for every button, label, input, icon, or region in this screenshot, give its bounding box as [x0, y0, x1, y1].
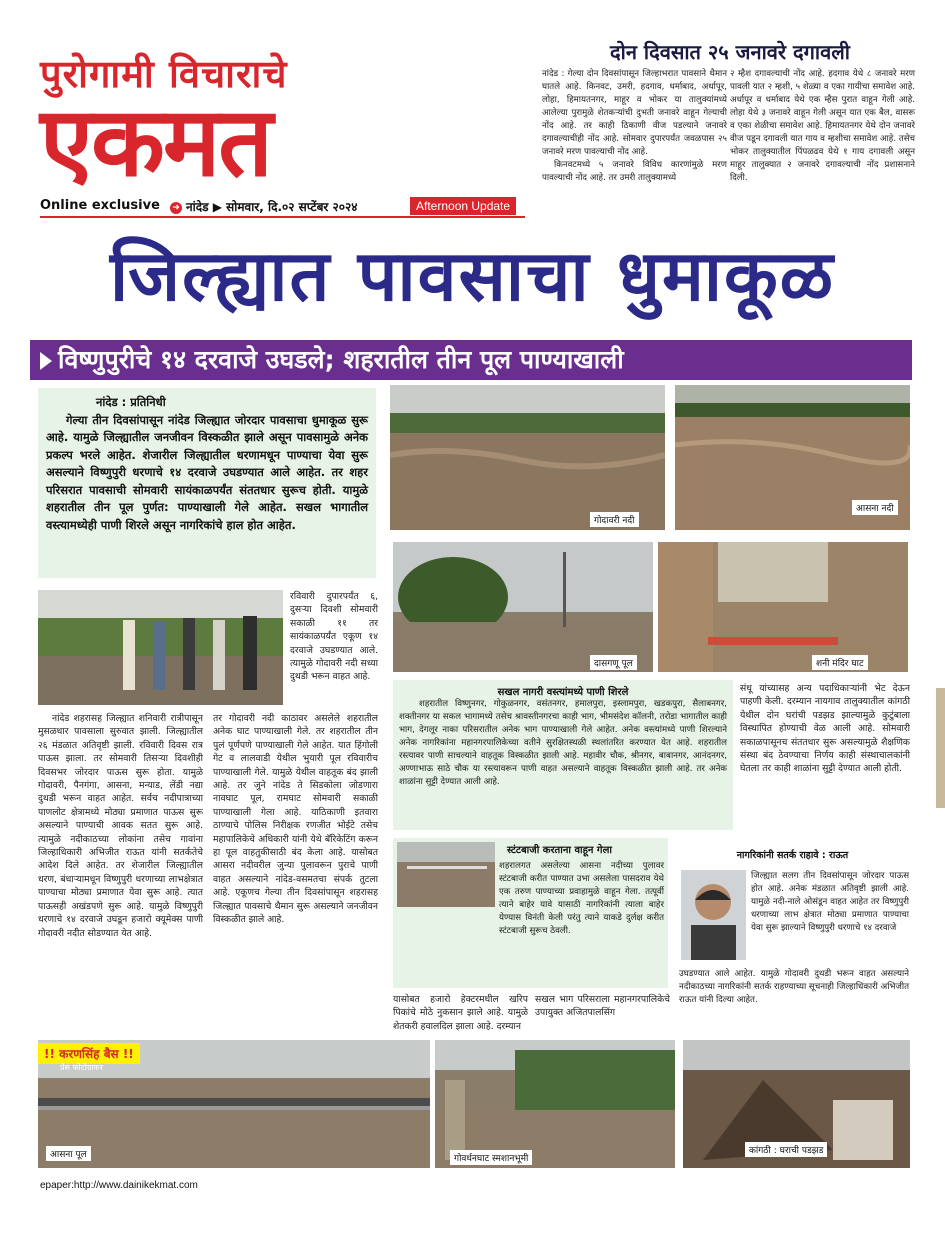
caption-godavari: गोदावरी नदी: [590, 512, 639, 527]
caption-govardhan: गोवर्धनघाट स्मशानभूमी: [450, 1150, 532, 1165]
side-story-title: दोन दिवसात २५ जनावरे दगावली: [610, 40, 850, 64]
main-headline: जिल्ह्यात पावसाचा धुमाकूळ: [110, 235, 835, 317]
masthead-tagline: पुरोगामी विचाराचे: [40, 52, 288, 96]
side-story-col-1: [542, 68, 727, 185]
photo-shani-mandir-ghat: [658, 542, 908, 672]
online-exclusive-label: Online exclusive: [40, 198, 160, 213]
subheadline-text: विष्णुपुरीचे १४ दरवाजे उघडले; शहरातील तीन पूल पाण्याखाली: [58, 345, 624, 374]
subheadline-bar: [30, 340, 912, 380]
caption-asana: आसना नदी: [852, 500, 898, 515]
main-story-col-a-top: रविवारी दुपारपर्यंत ६, दुसऱ्या दिवशी सोमवारी सकाळी ११ तर सायंकाळपर्यंत एकूण १४ दरवाजे उघडण्यात आले. त्यामुळे गोदावरी नदी सध्या दुथडी भरून वाहत आहे.: [290, 591, 378, 683]
godavari-river-image: [390, 385, 665, 530]
photo-officials-inspection: [38, 590, 283, 705]
box-citizen-text: जिल्ह्यात सलग तीन दिवसांपासून जोरदार पाऊस होत आहे. अनेक मंडळात अतिवृष्टी झाली आहे. यामुळे नदी-नाले ओसंडून वाहत आहेत तर विष्णुपुरी धरणाच्या लाभ क्षेत्रात मोठ्या प्रमाणात पाण्याचा येवा सुरू झाल्याने विष्णुपुरी धरणाचे १४ दरवाजे: [751, 871, 909, 933]
officials-inspection-image: [38, 590, 283, 705]
intro-byline: नांदेड : प्रतिनिधी: [96, 395, 166, 409]
side-story-col-1b-text: किनवटमध्ये ५ जनावरे विविध कारणांमुळे मरण पावल्याची नोंद आहे. तर उमरी तालुक्यामध्ये: [542, 160, 727, 183]
play-triangle-icon: [40, 352, 52, 370]
bottom-strip-col-a: यासोबत हजारो हेक्टरमधील खरिप पिकांचे मोठे नुकसान झाले आहे. यामुळे शेतकरी हवालदिल झाला आहे. दरम्यान: [393, 994, 528, 1032]
stunt-photo: [397, 842, 495, 907]
dasganu-bridge-image: [393, 542, 653, 672]
shani-mandir-ghat-image: [658, 542, 908, 672]
box-stunt-title: स्टंटबाजी करताना वाहून गेला: [507, 845, 612, 856]
intro-box: [38, 388, 376, 578]
govardhan-ghat-image: [435, 1040, 675, 1168]
box-stunt: [393, 838, 668, 988]
box-citizen-text-b: उघडण्यात आले आहेत. यामुळे गोदावरी दुथडी भरून वाहत असल्याने नदीकाठच्या नागरिकांनी सतर्क राहण्याच्या सूचनाही जिल्हाधिकारी अभिजीत राऊत यांनी दिल्या आहेत.: [679, 969, 909, 1005]
arrow-icon: ➜: [170, 202, 182, 214]
photo-govardhan-ghat: [435, 1040, 675, 1168]
dateline: [170, 198, 357, 215]
photo-dasganu-bridge: [393, 542, 653, 672]
box-stunt-text: शहरालगत असलेल्या आसना नदीच्या पुलावर स्टंटबाजी करीत पाण्यात उभा असलेला पासदराव येथे एक तरुण पाण्याच्या प्रवाहामुळे वाहून गेला. तत्पूर्वी त्याने बाहेर यावे यासाठी नागरिकांनी त्याला बाहेर येण्यास विनंती केली परंतु त्याने याकडे दुर्लक्ष करीत स्टंटबाजी सुरूच ठेवली.: [499, 861, 664, 936]
box-low-lying-areas: [393, 680, 733, 830]
main-story-col-2: तर गोदावरी नदी काठावर असलेले शहरातील अनेक घाट पाण्याखाली गेले. तर शहरातील तीन पुलं पूर्णपणे पाण्याखाली गेले आहेत. यात हिंगोली गेट व लालवाडी येथील भुयारी पूल रविवारीच पाण्याखाली गेले. यामुळे येथील वाहतूक बंद झाली आहे. तर जुने नांदेड ते सिडकोला जोडणारा नावघाट पूल, रामघाट सोमवारी सकाळी पाण्याखाली गेला आहे. याठिकाणी इतवारा ठाण्याचे पोलिस निरीक्षक रणजीत भोईटे तसेच महापालिकेचे अधिकारी यांनी येथे बॅरिकेटिंग करून हा पूल वाहतुकीसाठी बंद केला आहे. यासोबत आसरा नदीवरील जुन्या पुलावरून पुराचे पाणी वाहत असल्याने नांदेड-वसमतचा संपर्क तुटला आहे. एकूणच गेल्या तीन दिवसांपासून शहरासह जिल्ह्यात पावसाचे थैमान सुरू असल्याने जनजीवन विस्कळीत झाले आहे.: [213, 713, 378, 926]
collector-portrait-image: [681, 870, 746, 960]
box-low-lying-title: सखल नागरी वस्त्यांमध्ये पाणी शिरले: [497, 687, 629, 698]
photographer-title: प्रेस फोटोग्राफर: [60, 1063, 103, 1072]
side-story-col-1-text: नांदेड : गेल्या दोन दिवसांपासून जिल्हाभरात पावसाने थैमान घातले आहे. किनवट, उमरी, हदगाव, धर्माबाद, अर्धापूर, लोहा, हिमायतनगर, माहूर व भोकर या तालुक्यांमध्ये आलेल्या पुरामुळे शेतकऱ्यांची दुभती जनावरे वाहून गेल्याची नोंद आहे. तर काही ठिकाणी वीज पडल्याने जनावरे दगावल्याचीही नोंद आहे. सोमवार दुपारपर्यंत जवळपास २५ जनावरे मरण पावल्याची नोंद आहे.: [542, 69, 727, 157]
box-citizen-title: नागरिकांनी सतर्क राहावे : राऊत: [736, 850, 849, 861]
afternoon-update-badge: Afternoon Update: [410, 197, 516, 215]
intro-text: गेल्या तीन दिवसांपासून नांदेड जिल्ह्यात जोरदार पावसाचा धुमाकूळ सुरू आहे. यामुळे जिल्ह्यातील जनजीवन विस्कळीत झाले असून पावसामुळे अनेक प्रकल्प भरले आहेत. शेजारील जिल्ह्यातील धरणामधून पाण्याचा येवा सुरू असल्याने विष्णुपुरी धरणाचे १४ दरवाजे उघडण्यात आले आहेत. तर शहर परिसरात पावसाची सोमवारी सायंकाळपर्यंत संततधार सुरूच होती. यामुळे शहरातील तीन पूल पुर्णत: पाण्याखाली गेले आहेत. सखल भागातील वस्त्यामध्येही पाणी शिरले असून नागरिकांचे हाल होत आहेत.: [46, 412, 368, 532]
footer-url[interactable]: epaper:http://www.dainikekmat.com: [40, 1180, 198, 1191]
side-story-col-2: २ म्हैश दगावल्याची नोंद आहे. हदगाव येथे ८ जनावरे मरण पावली यात २ म्हशी, ५ शेळ्या व एका गायीचा समावेश आहे. अर्धापूर व धर्माबाद येथे एक म्हैस पुरात वाहून गेली आहे. लोहा येथे ३ जनावरे वाहून गेली असून यात एक बैल, वासरू व एका शेळीचा समावेश आहे. हिमायतनगर येथे दोन जनावरे वीज पडून दगावली यात गाय व म्हशीचा समावेश आहे. तसेच भोकर तालुक्यातील पिंपळढव येथे १ गाय दगावली असून माहूर तालुक्यात २ जनावरे दगावल्याची नोंद प्रशासनाने दिली.: [730, 69, 915, 183]
masthead-divider: [40, 216, 525, 218]
page-edge-strip: [936, 688, 945, 808]
main-story-col-4: संधू यांच्यासह अन्य पदाधिकाऱ्यांनी भेट देऊन पाहणी केली. दरम्यान नायगाव तालुक्यातील कांगठी येथील दोन घरांची पडझड झाल्यामुळे कुटुंबाला विस्थापित होण्याची वेळ आली आहे. सोमवारी सकाळपासूनच संततधार सुरू असल्यामुळे शैक्षणिक संस्था बंद ठेवण्याचा निर्णय काही संस्थाचालकांनी घेतला तर काही शाळांना सुट्टी देण्यात आली होती.: [740, 683, 910, 775]
caption-kamthi: कांगठी : घराची पडझड: [745, 1142, 827, 1157]
stunt-image: [397, 842, 495, 907]
photographer-credit: !! करणसिंह बैस !!: [38, 1043, 140, 1064]
masthead-logo: एकमत: [40, 86, 271, 198]
caption-dasganu: दासगणू पूल: [590, 655, 637, 670]
collector-portrait: [681, 870, 746, 960]
main-story-col-1: नांदेड शहरासह जिल्ह्यात शनिवारी रात्रीपासून मुसळधार पावसाला सुरुवात झाली. जिल्ह्यातील २६ मंडळात अतिवृष्टी झाली. रविवारी दिवस रात्र पाऊस झाला. तर सोमवारी तिसऱ्या दिवशीही दिवसभर जोरदार पाऊस सुरू होता. यामुळे गोदावरी, पैनगंगा, आसना, मन्याड, लेंडी नद्या दुथडी भरून वाहत आहेत. सर्वच नदीपात्राच्या पाणलोट क्षेत्रामध्ये मोठ्या प्रमाणात पाऊस सुरू असल्याने पाण्याची आवक सतत सुरू आहे. त्यामुळे नदीकाठच्या लोकांना तसेच गावांना जिल्हाधिकारी अभिजीत राऊत यांनी सतर्कतेचे आदेश दिले आहेत. तर शेजारील जिल्ह्यातील धरण, बंधाऱ्यामधून विष्णुपुरी धरणाच्या लाभक्षेत्रात पाण्याचा मोठ्या प्रमाणात येवा सुरू आहे. त्यात पाऊसही अखंडपणे सुरू आहे. यामुळे विष्णुपुरी धरणाचे १४ दरवाजे उघडून हजारो क्यूमेक्स पाणी गोदावरी नदीत सोडण्यात येत आहे.: [38, 713, 203, 939]
box-low-lying-text: शहरातील विष्णुनगर, गोकुळनगर, वसंतनगर, हमालपुरा, इस्लामपुरा, खडकपुरा, सैलाबनगर, शक्तीनगर या सकल भागामध्ये तसेच श्रावस्तीनगरचा काही भाग, भीमसंदेश कॉलनी, तरोडा भागातील काही भाग, देगलूर नाका परिसरातील अनेक भाग पाण्याखाली गेले आहेत. अनेक वस्त्यांमध्ये पाणी शिरल्याने अनेक नागरिकांना महानगरपालिकेच्या वतीने सुरक्षितस्थळी स्थलांतरित करण्यात येत आहे. शहरातील रस्त्यावर पाणी साचल्याने वाहतूक विस्कळीत झाली आहे. महावीर चौक, श्रीनगर, बाबानगर, आनंदनगर, अण्णाभाऊ साठे चौक या रस्त्यावरून पाणी वाहत असल्याने वाहतूक विस्कळीत झाली आहे. तर अनेक शाळांना सुट्टी देण्यात आली आहे.: [399, 699, 727, 787]
photo-godavari-river: [390, 385, 665, 530]
box-citizen-alert: [675, 848, 910, 1005]
bottom-strip-col-b: सखल भाग परिसराला महानगरपालिकेचे उपायुक्त अजितपालसिंग: [535, 994, 670, 1019]
caption-asana-bridge: आसना पूल: [46, 1146, 91, 1161]
caption-shani: शनी मंदिर घाट: [812, 655, 868, 670]
dateline-text: नांदेड ▶ सोमवार, दि.०२ सप्टेंबर २०२४: [186, 200, 358, 214]
